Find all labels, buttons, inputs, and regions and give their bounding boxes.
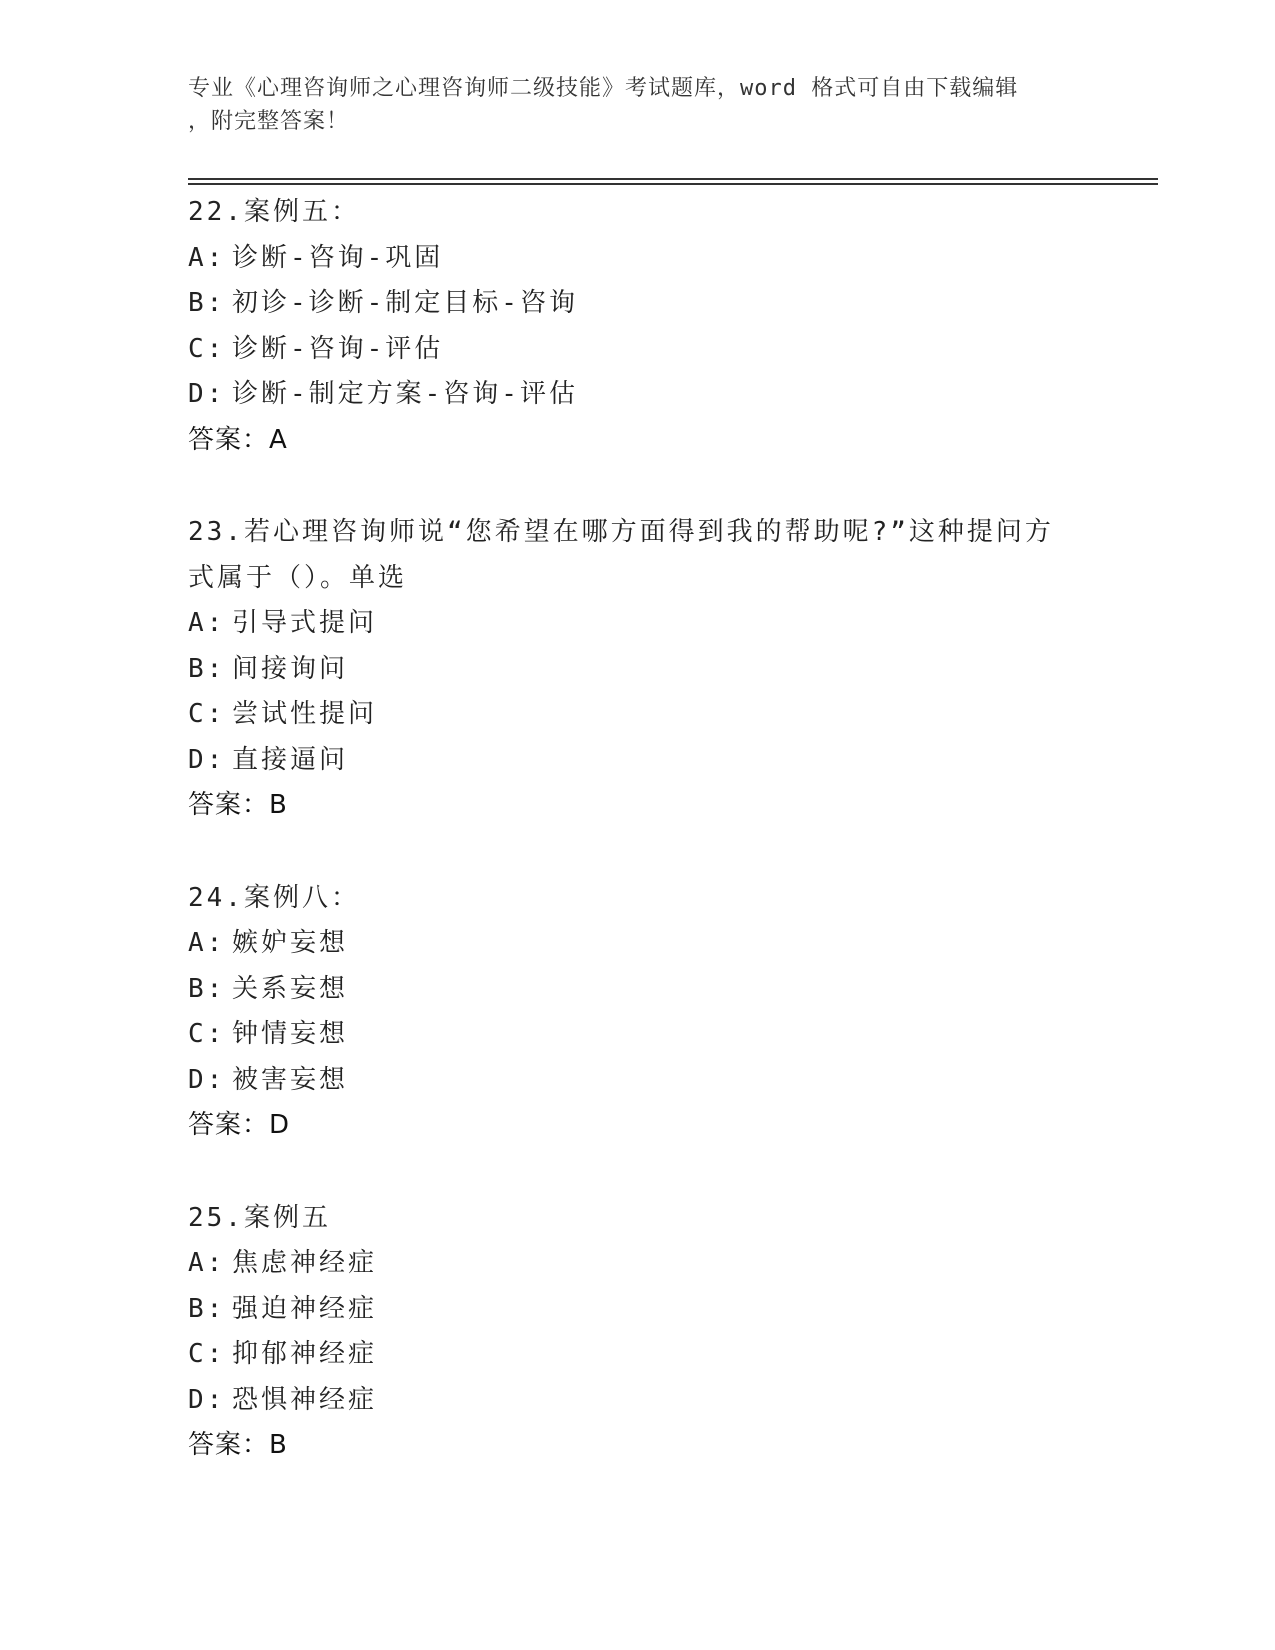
question-stem: 23.若心理咨询师说“您希望在哪方面得到我的帮助呢?”这种提问方 xyxy=(188,517,1054,547)
option-text: 嫉妒妄想 xyxy=(232,928,349,958)
header-divider-top xyxy=(188,178,1158,180)
option-letter: D: xyxy=(188,1064,226,1095)
option-b xyxy=(188,647,1088,693)
question-23 xyxy=(188,510,1088,829)
question-25 xyxy=(188,1196,1088,1469)
question-24 xyxy=(188,876,1088,1149)
option-c xyxy=(188,1332,1088,1378)
header-line-1: 专业《心理咨询师之心理咨询师二级技能》考试题库，word 格式可自由下载编辑 xyxy=(188,76,1019,101)
question-stem: 25.案例五 xyxy=(188,1202,331,1233)
option-letter: C: xyxy=(188,1019,226,1049)
question-stem: 24.案例八： xyxy=(188,882,360,913)
option-letter: D: xyxy=(188,1384,226,1415)
option-a xyxy=(188,1241,1088,1287)
option-letter: C: xyxy=(188,1339,226,1369)
option-a xyxy=(188,236,1088,282)
option-text: 强迫神经症 xyxy=(232,1293,378,1324)
answer-line: 答案：B xyxy=(188,790,288,820)
option-letter: B: xyxy=(188,653,226,684)
option-text: 焦虑神经症 xyxy=(232,1248,378,1278)
option-d xyxy=(188,738,1088,784)
option-text: 直接逼问 xyxy=(232,744,349,775)
option-letter: A: xyxy=(188,608,226,638)
option-d xyxy=(188,1058,1088,1104)
option-letter: D: xyxy=(188,744,226,775)
option-b xyxy=(188,1287,1088,1333)
option-b xyxy=(188,967,1088,1013)
option-b xyxy=(188,281,1088,327)
option-letter: A: xyxy=(188,1248,226,1278)
option-text: 关系妄想 xyxy=(232,973,349,1004)
option-text: 诊断-咨询-评估 xyxy=(232,333,444,364)
option-letter: B: xyxy=(188,288,226,318)
option-d xyxy=(188,1378,1088,1424)
header-line-2: ，附完整答案！ xyxy=(188,109,350,134)
option-text: 被害妄想 xyxy=(232,1064,349,1095)
option-text: 尝试性提问 xyxy=(232,699,378,729)
option-d xyxy=(188,372,1088,418)
header-divider-bottom xyxy=(188,183,1158,185)
option-c xyxy=(188,692,1088,738)
question-list xyxy=(188,190,1088,1516)
option-letter: B: xyxy=(188,973,226,1004)
document-header xyxy=(188,72,1088,138)
option-letter: B: xyxy=(188,1293,226,1324)
option-letter: A: xyxy=(188,242,226,273)
option-text: 抑郁神经症 xyxy=(232,1339,378,1369)
option-text: 间接询问 xyxy=(232,653,349,684)
option-text: 引导式提问 xyxy=(232,608,378,638)
question-stem: 22.案例五： xyxy=(188,197,360,227)
option-letter: D: xyxy=(188,379,226,409)
option-text: 初诊-诊断-制定目标-咨询 xyxy=(232,288,578,318)
answer-line: 答案：B xyxy=(188,1430,288,1460)
option-text: 诊断-咨询-巩固 xyxy=(232,242,444,273)
option-text: 恐惧神经症 xyxy=(232,1384,378,1415)
option-a xyxy=(188,921,1088,967)
question-stem-continued: 式属于（）。单选 xyxy=(188,562,408,593)
question-22 xyxy=(188,190,1088,463)
answer-line: 答案：A xyxy=(188,424,288,455)
option-letter: C: xyxy=(188,699,226,729)
option-letter: A: xyxy=(188,928,226,958)
option-letter: C: xyxy=(188,333,226,364)
option-text: 钟情妄想 xyxy=(232,1019,349,1049)
option-text: 诊断-制定方案-咨询-评估 xyxy=(232,379,578,409)
option-c xyxy=(188,1012,1088,1058)
option-c xyxy=(188,327,1088,373)
option-a xyxy=(188,601,1088,647)
answer-line: 答案：D xyxy=(188,1110,291,1140)
